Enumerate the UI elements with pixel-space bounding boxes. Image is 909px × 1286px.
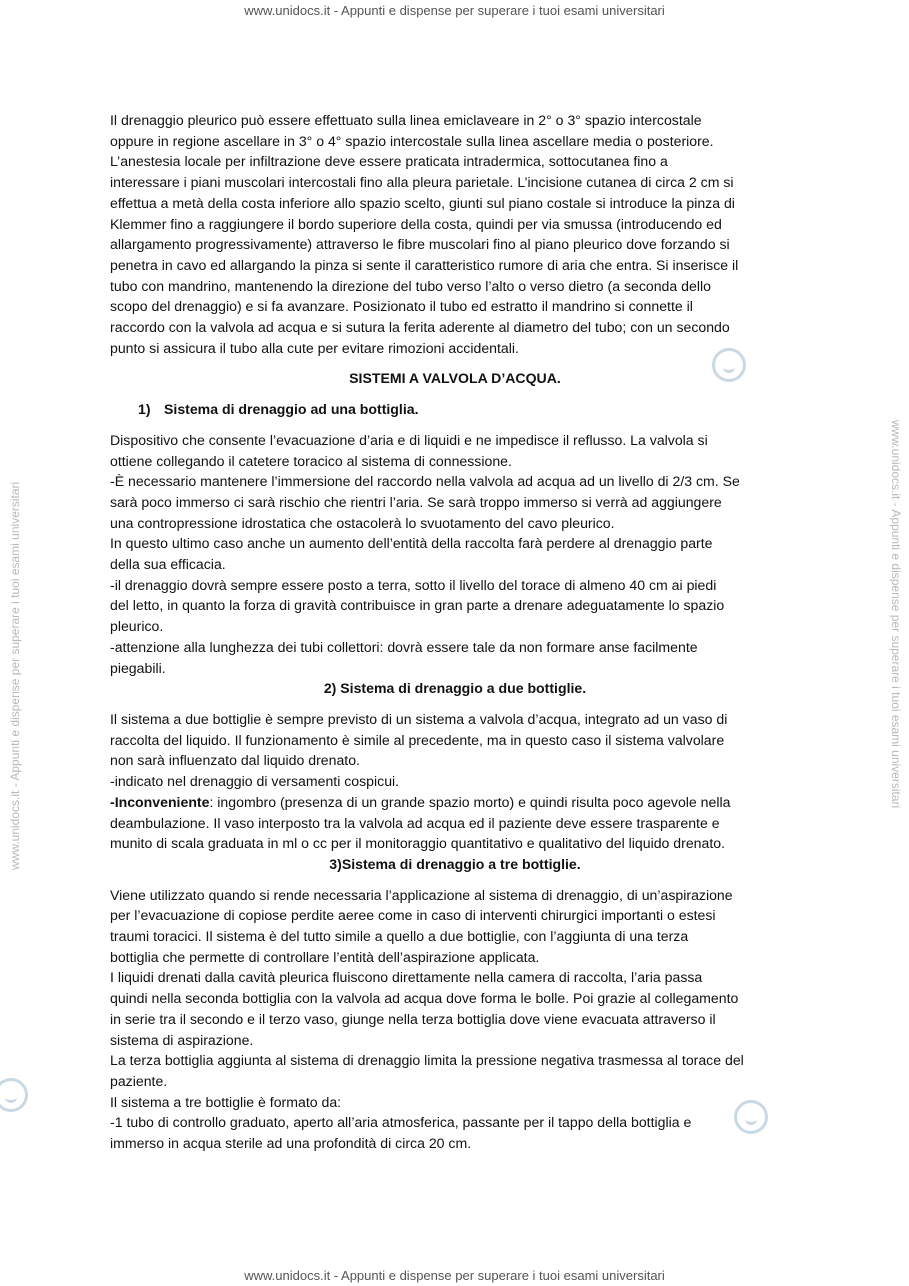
- text-line: una contropressione idrostatica che ostacolerà lo svuotamento del cavo pleurico.: [110, 514, 615, 531]
- text-line: traumi toracici. Il sistema è del tutto simile a quello a due bottiglie, con l’aggiunta di una terza: [110, 928, 689, 945]
- text-line: -il drenaggio dovrà sempre essere posto a terra, sotto il livello del torace di almeno 40 cm ai piedi: [110, 576, 717, 593]
- page-header-watermark: www.unidocs.it - Appunti e dispense per superare i tuoi esami universitari: [244, 3, 665, 18]
- text-line: piegabili.: [110, 659, 166, 676]
- side-watermark-right: www.unidocs.it - Appunti e dispense per superare i tuoi esami universitari: [889, 420, 903, 809]
- text-line: raccolta del liquido. Il funzionamento è simile al precedente, ma in questo caso il sistema valvolare: [110, 731, 725, 748]
- document-body: [110, 110, 800, 1154]
- text-line: del letto, in quanto la forza di gravità contribuisce in gran parte a drenare adeguatamente lo spazio: [110, 597, 725, 614]
- text-line: interessare i piani muscolari intercostali fino alla pleura parietale. L’incisione cutanea di circa 2 cm si: [110, 174, 734, 191]
- text-line: -attenzione alla lunghezza dei tubi collettori: dovrà essere tale da non formare anse facilmente: [110, 638, 698, 655]
- side-watermark-left: www.unidocs.it - Appunti e dispense per superare i tuoi esami universitari: [8, 481, 22, 870]
- unidocs-logo-icon: [0, 1078, 28, 1112]
- text-line: munito di scala graduata in ml o cc per il monitoraggio quantitativo e qualitativo del liquido drenato.: [110, 835, 726, 852]
- section-two-bottles: [110, 709, 800, 854]
- text-line: oppure in regione ascellare in 3° o 4° spazio intercostale sulla linea ascellare media o posteriore.: [110, 132, 714, 149]
- text-line: effettua a metà della costa inferiore allo spazio scelto, giunti sul piano costale si introduce la pinza di: [110, 194, 735, 211]
- text-line: non sarà influenzato dal liquido drenato.: [110, 752, 360, 769]
- text-line: della sua efficacia.: [110, 556, 226, 573]
- text-line: ottiene collegando il catetere toracico al sistema di connessione.: [110, 452, 512, 469]
- text-line: bottiglia che permette di controllare l’entità dell’aspirazione applicata.: [110, 948, 540, 965]
- text-line: L’anestesia locale per infiltrazione deve essere praticata intradermica, sottocutanea fino a: [110, 153, 668, 170]
- text-line: Il drenaggio pleurico può essere effettuato sulla linea emiclaveare in 2° o 3° spazio intercostale: [110, 112, 702, 128]
- text-line: Klemmer fino a raggiungere il bordo superiore della costa, quindi per via smussa (introducendo ed: [110, 215, 722, 232]
- heading-two-bottles: 2) Sistema di drenaggio a due bottiglie.: [323, 680, 587, 697]
- text-line: Dispositivo che consente l’evacuazione d’aria e di liquidi e ne impedisce il reflusso. La valvola si: [110, 431, 708, 448]
- text-line: penetra in cavo ed allargando la pinza si sente il caratteristico rumore di aria che entra. Si inserisce il: [110, 256, 739, 273]
- text-line: per l’evacuazione di copiose perdite aeree come in caso di interventi chirurgici importanti o estesi: [110, 907, 716, 924]
- text-line: quindi nella seconda bottiglia con la valvola ad acqua dove forma le bolle. Poi grazie al collegamento: [110, 990, 739, 1007]
- section-one-bottle: [110, 430, 800, 678]
- text-line: La terza bottiglia aggiunta al sistema di drenaggio limita la pressione negativa trasmessa al torace del: [110, 1052, 744, 1069]
- inconvenience-label: -Inconveniente: [110, 793, 210, 810]
- text-line: -È necessario mantenere l’immersione del raccordo nella valvola ad acqua ad un livello di 2/3 cm. Se: [110, 473, 740, 490]
- text-line: deambulazione. Il vaso interposto tra la valvola ad acqua ed il paziente deve essere trasparente e: [110, 814, 720, 831]
- text-line: tubo con mandrino, mantenendo la direzione del tubo verso l’alto o verso dietro (a seconda dello: [110, 277, 711, 294]
- text-line: punto si assicura il tubo alla cute per evitare rimozioni accidentali.: [110, 339, 519, 356]
- text-line: I liquidi drenati dalla cavità pleurica fluiscono direttamente nella camera di raccolta, l’aria passa: [110, 969, 703, 986]
- text-line: sistema di aspirazione.: [110, 1031, 254, 1048]
- heading-text: Sistema di drenaggio ad una bottiglia.: [164, 401, 419, 418]
- intro-paragraph: [110, 110, 800, 358]
- text-line: Il sistema a due bottiglie è sempre previsto di un sistema a valvola d’acqua, integrato ad un vaso di: [110, 710, 728, 727]
- text-line: in serie tra il secondo e il terzo vaso, giunge nella terza bottiglia dove viene evacuata attraverso il: [110, 1010, 716, 1027]
- text-line: In questo ultimo caso anche un aumento dell’entità della raccolta farà perdere al drenaggio parte: [110, 535, 713, 552]
- text-line: -1 tubo di controllo graduato, aperto all’aria atmosferica, passante per il tappo della bottiglia e: [110, 1114, 692, 1131]
- section-three-bottles: [110, 885, 800, 1154]
- inline-text: : ingombro (presenza di un grande spazio morto) e quindi risulta poco agevole nella: [209, 793, 731, 810]
- text-line: scopo del drenaggio) e si fa avanzare. Posizionato il tubo ed estratto il mandrino si connette il: [110, 298, 693, 315]
- text-line: allargamento progressivamente) attraverso le fibre muscolari fino al piano pleurico dove forzando si: [110, 236, 730, 253]
- text-line: raccordo con la valvola ad acqua e si sutura la ferita aderente al diametro del tubo; con un secondo: [110, 319, 730, 336]
- text-line: [110, 792, 800, 813]
- text-line: immerso in acqua sterile ad una profondità di circa 20 cm.: [110, 1135, 472, 1152]
- text-line: sarà poco immerso ci sarà rischio che rientri l’aria. Se sarà troppo immerso si verrà ad aggiungere: [110, 493, 722, 510]
- text-line: Il sistema a tre bottiglie è formato da:: [110, 1093, 342, 1110]
- text-line: -indicato nel drenaggio di versamenti cospicui.: [110, 773, 400, 790]
- heading-number: 1): [138, 401, 151, 418]
- heading-one-bottle: [110, 399, 800, 420]
- text-line: paziente.: [110, 1072, 168, 1089]
- text-line: pleurico.: [110, 618, 164, 635]
- page-footer-watermark: www.unidocs.it - Appunti e dispense per superare i tuoi esami universitari: [244, 1268, 665, 1283]
- text-line: Viene utilizzato quando si rende necessaria l’applicazione al sistema di drenaggio, di un’aspirazione: [110, 886, 733, 903]
- section-title: SISTEMI A VALVOLA D’ACQUA.: [349, 370, 561, 387]
- heading-three-bottles: 3)Sistema di drenaggio a tre bottiglie.: [329, 855, 581, 872]
